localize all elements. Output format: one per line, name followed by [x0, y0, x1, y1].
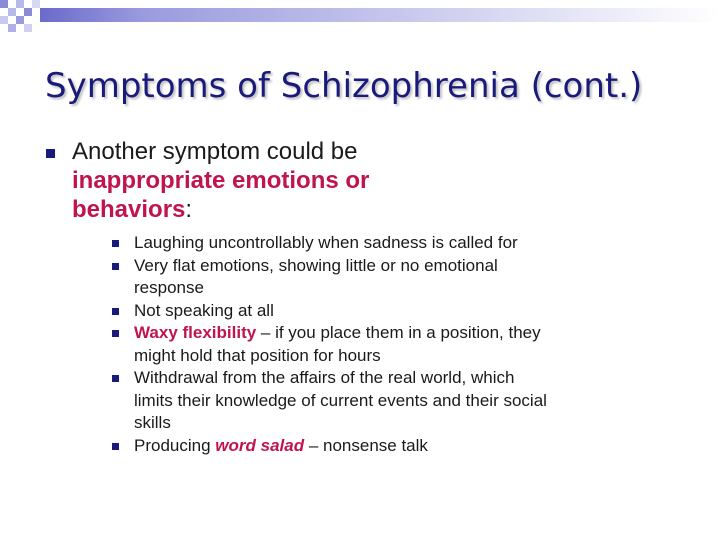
sub-bullet-item — [112, 300, 552, 323]
main-bullet-suffix: : — [185, 196, 193, 223]
main-bullet — [72, 137, 492, 224]
header-bar — [40, 8, 720, 22]
sub-bullet-item — [112, 255, 552, 300]
square-bullet-icon — [112, 263, 119, 270]
header-square — [0, 0, 8, 8]
sub-bullet-text: – if you place them in a position, they might hold that position for hours — [134, 323, 541, 365]
main-bullet-highlight: inappropriate emotions or behaviors — [72, 167, 370, 223]
sub-bullet-item — [112, 367, 552, 435]
sub-bullet-item — [112, 322, 552, 367]
sub-bullet-highlight: Waxy flexibility — [134, 323, 257, 342]
header-square — [32, 0, 40, 8]
header-square — [0, 16, 8, 24]
square-bullet-icon — [112, 308, 119, 315]
sub-bullet-suffix: – nonsense talk — [304, 435, 428, 455]
square-bullet-icon — [112, 375, 119, 382]
sub-bullet-emphasis: word salad — [215, 435, 305, 455]
sub-bullet-item — [112, 435, 552, 458]
header-square — [16, 0, 24, 8]
sub-bullet-text: Very flat emotions, showing little or no emotional response — [134, 255, 498, 297]
sub-bullet-prefix: Producing — [134, 435, 216, 455]
sub-bullet-item — [112, 232, 552, 255]
header-decoration — [0, 0, 720, 40]
header-square — [24, 24, 32, 32]
sub-bullet-text: Laughing uncontrollably when sadness is called for — [134, 233, 518, 252]
square-bullet-icon — [112, 240, 119, 247]
sub-bullet-text: Withdrawal from the affairs of the real world, which limits their knowledge of current events and their social skills — [134, 368, 547, 432]
main-bullet-prefix: Another symptom could be — [72, 138, 358, 165]
header-square — [16, 16, 24, 24]
square-bullet-icon — [112, 443, 119, 450]
square-bullet-icon — [112, 330, 119, 337]
square-bullet-icon — [46, 149, 55, 158]
slide-title: Symptoms of Schizophrenia (cont.) — [45, 66, 643, 106]
header-square — [8, 24, 16, 32]
header-square — [24, 8, 32, 16]
header-square — [8, 8, 16, 16]
sub-bullet-text: Not speaking at all — [134, 300, 274, 320]
sub-bullet-list — [112, 232, 552, 457]
